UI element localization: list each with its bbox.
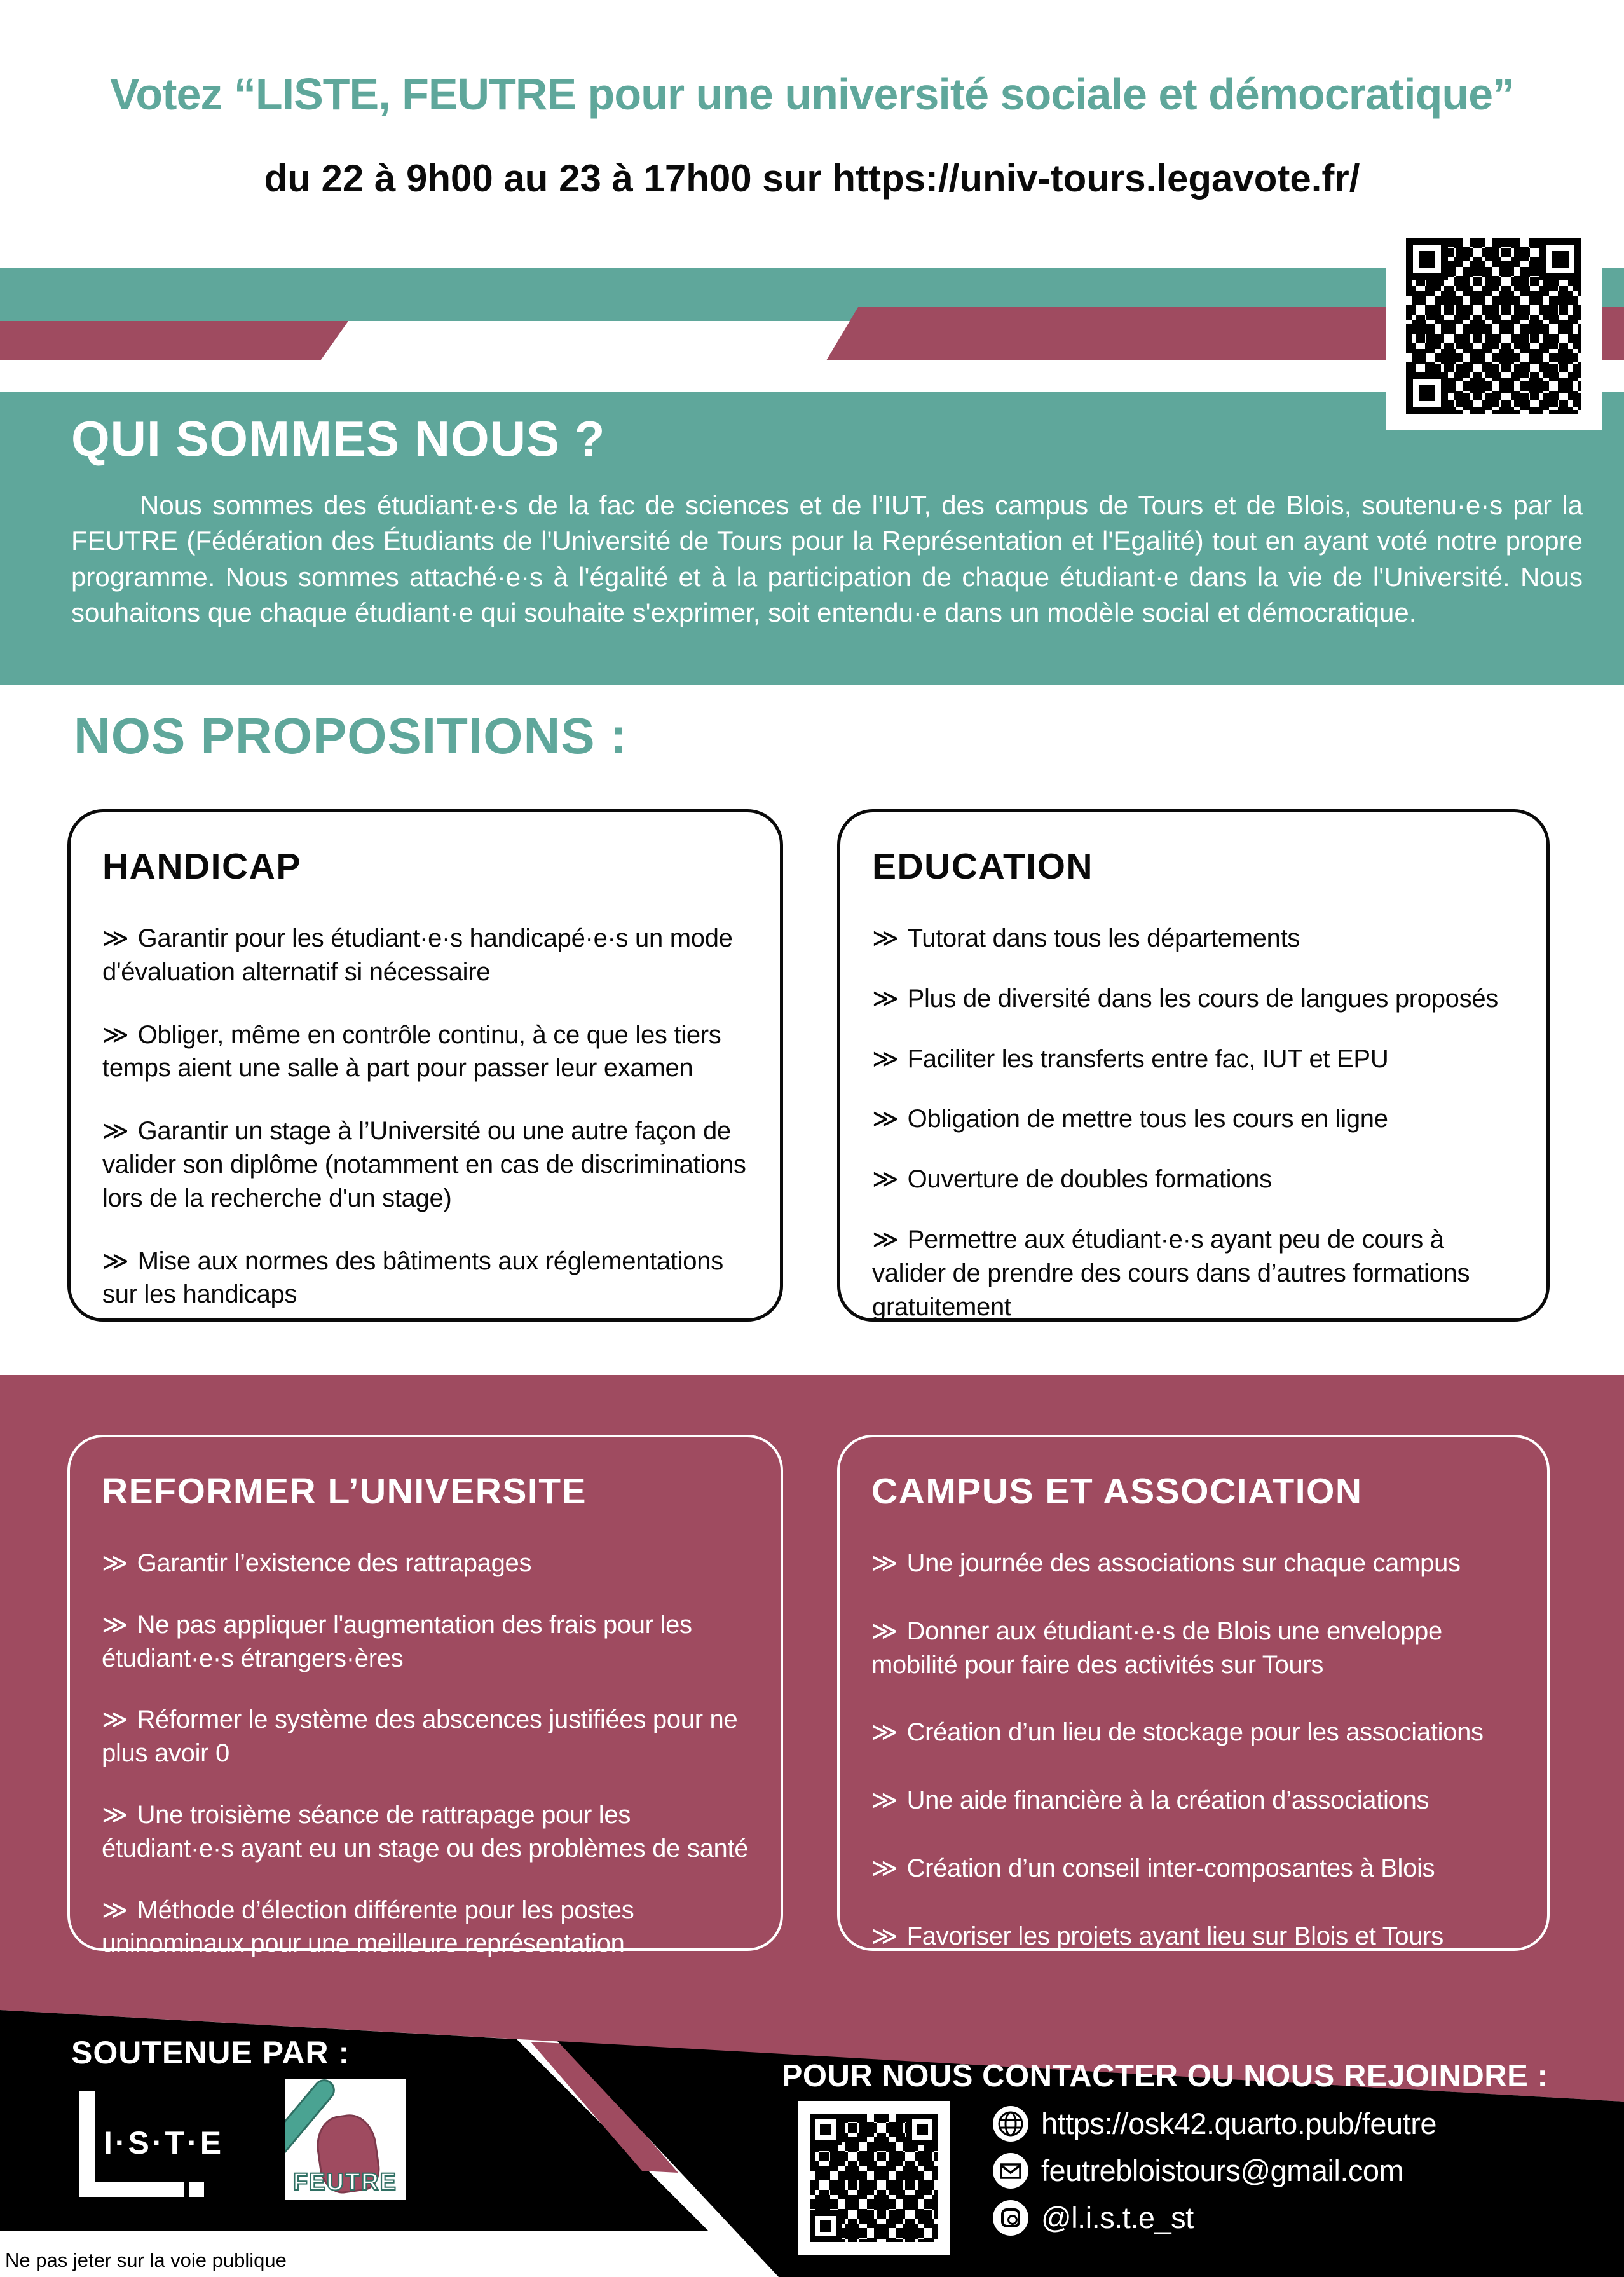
contact-row-email xyxy=(993,2152,1436,2189)
qr-finder-icon xyxy=(810,2114,842,2145)
bullet-text: Garantir un stage à l’Université ou une autre façon de valider son diplôme (notamment en cas de discriminations lors de la recherche d'un stage) xyxy=(102,1117,746,1212)
bullet-list xyxy=(102,922,748,1311)
chevrons-bullet-icon: ≫ xyxy=(871,1718,898,1747)
bullet-text: Réformer le système des abscences justifiées pour ne plus avoir 0 xyxy=(102,1706,738,1768)
bullet-item xyxy=(871,1716,1515,1749)
feutre-logo xyxy=(285,2079,406,2200)
card-title: EDUCATION xyxy=(872,846,1094,887)
bullet-item xyxy=(871,1615,1515,1682)
bullet-item xyxy=(102,1894,749,1961)
bullet-text: Création d’un conseil inter-composantes à Blois xyxy=(906,1854,1435,1882)
bullet-item xyxy=(102,1547,749,1580)
qr-finder-icon xyxy=(1406,372,1448,414)
qr-finder-icon xyxy=(1539,238,1581,280)
bullet-text: Ouverture de doubles formations xyxy=(907,1165,1272,1194)
bullet-item xyxy=(102,1245,748,1312)
bullet-item xyxy=(102,1114,748,1215)
bullet-item xyxy=(872,1163,1515,1196)
contact-list xyxy=(993,2105,1436,2236)
chevrons-bullet-icon: ≫ xyxy=(872,1165,899,1194)
page-title: Votez “LISTE, FEUTRE pour une université sociale et démocratique” xyxy=(109,69,1515,119)
chevrons-bullet-icon: ≫ xyxy=(102,1549,128,1577)
bullet-item xyxy=(871,1784,1515,1817)
chevrons-bullet-icon: ≫ xyxy=(872,1044,899,1073)
chevrons-bullet-icon: ≫ xyxy=(871,1549,898,1577)
chevrons-bullet-icon: ≫ xyxy=(102,924,129,952)
card-education xyxy=(837,809,1550,1322)
bullet-text: Garantir pour les étudiant·e·s handicapé·e·s un mode d'évaluation alternatif si nécessaire xyxy=(102,924,733,986)
chevrons-bullet-icon: ≫ xyxy=(102,1247,129,1275)
bullet-item xyxy=(102,922,748,989)
instagram-frame xyxy=(1001,2208,1020,2227)
bullet-text: Ne pas appliquer l'augmentation des frais pour les étudiant·e·s étrangers·ères xyxy=(102,1610,692,1672)
bullet-text: Création d’un lieu de stockage pour les associations xyxy=(906,1718,1484,1747)
chevrons-bullet-icon: ≫ xyxy=(872,1225,899,1254)
bullet-item xyxy=(872,1223,1515,1323)
bullet-text: Mise aux normes des bâtiments aux réglementations sur les handicaps xyxy=(102,1247,723,1309)
bullet-item xyxy=(102,1703,749,1770)
nos-propositions-heading: NOS PROPOSITIONS : xyxy=(74,708,628,764)
bullet-item xyxy=(102,1798,749,1866)
liste-logo-foot xyxy=(79,2182,184,2197)
card-title: CAMPUS ET ASSOCIATION xyxy=(871,1471,1363,1512)
chevrons-bullet-icon: ≫ xyxy=(102,1896,128,1924)
bullet-item xyxy=(871,1852,1515,1885)
mail-icon xyxy=(993,2153,1028,2189)
bullet-item xyxy=(102,1608,749,1676)
chevrons-bullet-icon: ≫ xyxy=(871,1786,898,1815)
qr-code-bottom-box xyxy=(798,2101,950,2255)
bullet-text: Tutorat dans tous les départements xyxy=(907,924,1300,952)
liste-logo xyxy=(79,2091,224,2197)
bullet-list xyxy=(871,1547,1515,1953)
card-reformer-universite xyxy=(67,1435,783,1958)
contact-heading: POUR NOUS CONTACTER OU NOUS REJOINDRE : xyxy=(781,2059,1548,2093)
bullet-text: Une troisième séance de rattrapage pour les étudiant·e·s ayant eu un stage ou des problèmes de santé xyxy=(102,1800,749,1863)
bullet-list xyxy=(102,1547,749,1960)
chevrons-bullet-icon: ≫ xyxy=(102,1610,128,1639)
contact-label: feutrebloistours@gmail.com xyxy=(1041,2154,1404,2187)
chevrons-bullet-icon: ≫ xyxy=(102,1706,128,1734)
contact-label: https://osk42.quarto.pub/feutre xyxy=(1041,2107,1437,2140)
bullet-list xyxy=(872,922,1515,1323)
chevrons-bullet-icon: ≫ xyxy=(871,1922,898,1950)
liste-logo-dot xyxy=(189,2182,204,2197)
contact-label: @l.i.s.t.e_st xyxy=(1041,2201,1194,2234)
bullet-text: Une journée des associations sur chaque campus xyxy=(906,1549,1461,1577)
bullet-text: Obligation de mettre tous les cours en ligne xyxy=(907,1105,1388,1133)
card-title: REFORMER L’UNIVERSITE xyxy=(102,1471,587,1512)
qui-sommes-nous-heading: QUI SOMMES NOUS ? xyxy=(71,411,606,467)
bullet-item xyxy=(872,982,1515,1016)
maroon-shape-left xyxy=(0,321,348,360)
liste-logo-text: I·S·T·E xyxy=(104,2125,224,2161)
qr-finder-icon xyxy=(906,2114,938,2145)
bullet-text: Permettre aux étudiant·e·s ayant peu de cours à valider de prendre des cours dans d’autres formations gratuitement xyxy=(872,1225,1470,1321)
chevrons-bullet-icon: ≫ xyxy=(102,1117,129,1145)
qr-finder-icon xyxy=(810,2210,842,2242)
bullet-item xyxy=(871,1547,1515,1580)
bullet-item xyxy=(872,1102,1515,1136)
disclaimer-text: Ne pas jeter sur la voie publique xyxy=(5,2249,287,2271)
bullet-text: Obliger, même en contrôle continu, à ce que les tiers temps aient une salle à part pour passer leur examen xyxy=(102,1020,721,1083)
qui-sommes-nous-paragraph: Nous sommes des étudiant·e·s de la fac de sciences et de l’IUT, des campus de Tours et de Blois, soutenu·e·s par la FEUTRE (Fédération des Étudiants de l'Université de Tours pour la Représentation et l'Egalité) tout en ayant voté notre propre programme. Nous sommes attaché·e·s à l'égalité et à la participation de chaque étudiant·e dans la vie de l'Université. Nous souhaitons que chaque étudiant·e qui souhaite s'exprimer, soit entendu·e dans un modèle social et démocratique. xyxy=(71,490,1583,627)
qr-code-bottom xyxy=(805,2109,943,2247)
bullet-item xyxy=(871,1920,1515,1953)
feutre-logo-text: FEUTRE xyxy=(293,2169,397,2196)
bullet-text: Méthode d’élection différente pour les postes uninominaux pour une meilleure représentation xyxy=(102,1896,634,1958)
page-subtitle: du 22 à 9h00 au 23 à 17h00 sur https://univ-tours.legavote.fr/ xyxy=(264,157,1360,200)
bullet-item xyxy=(872,922,1515,955)
card-title: HANDICAP xyxy=(102,846,301,887)
bullet-text: Favoriser les projets ayant lieu sur Blois et Tours xyxy=(906,1922,1443,1950)
bullet-text: Une aide financière à la création d’associations xyxy=(906,1786,1430,1815)
bullet-item xyxy=(102,1018,748,1086)
chevrons-bullet-icon: ≫ xyxy=(872,984,899,1013)
globe-icon xyxy=(993,2106,1028,2142)
chevrons-bullet-icon: ≫ xyxy=(871,1854,898,1882)
card-handicap xyxy=(67,809,783,1322)
chevrons-bullet-icon: ≫ xyxy=(872,924,899,952)
qr-code-top xyxy=(1401,233,1586,419)
bullet-text: Faciliter les transferts entre fac, IUT et EPU xyxy=(907,1044,1389,1073)
section-qui-sommes-nous xyxy=(0,392,1624,685)
chevrons-bullet-icon: ≫ xyxy=(102,1800,128,1829)
qr-finder-icon xyxy=(1406,238,1448,280)
bullet-text: Donner aux étudiant·e·s de Blois une enveloppe mobilité pour faire des activités sur Tours xyxy=(871,1617,1442,1679)
qr-code-top-box xyxy=(1386,222,1602,430)
chevrons-bullet-icon: ≫ xyxy=(102,1020,129,1049)
bullet-item xyxy=(872,1043,1515,1076)
card-campus-association xyxy=(837,1435,1550,1951)
instagram-icon xyxy=(993,2200,1028,2236)
contact-row-instagram xyxy=(993,2199,1436,2236)
chevrons-bullet-icon: ≫ xyxy=(871,1617,898,1645)
contact-row-website xyxy=(993,2105,1436,2142)
bullet-text: Plus de diversité dans les cours de langues proposés xyxy=(907,984,1498,1013)
bullet-text: Garantir l’existence des rattrapages xyxy=(137,1549,532,1577)
chevrons-bullet-icon: ≫ xyxy=(872,1105,899,1133)
soutenue-par-label: SOUTENUE PAR : xyxy=(71,2035,350,2070)
